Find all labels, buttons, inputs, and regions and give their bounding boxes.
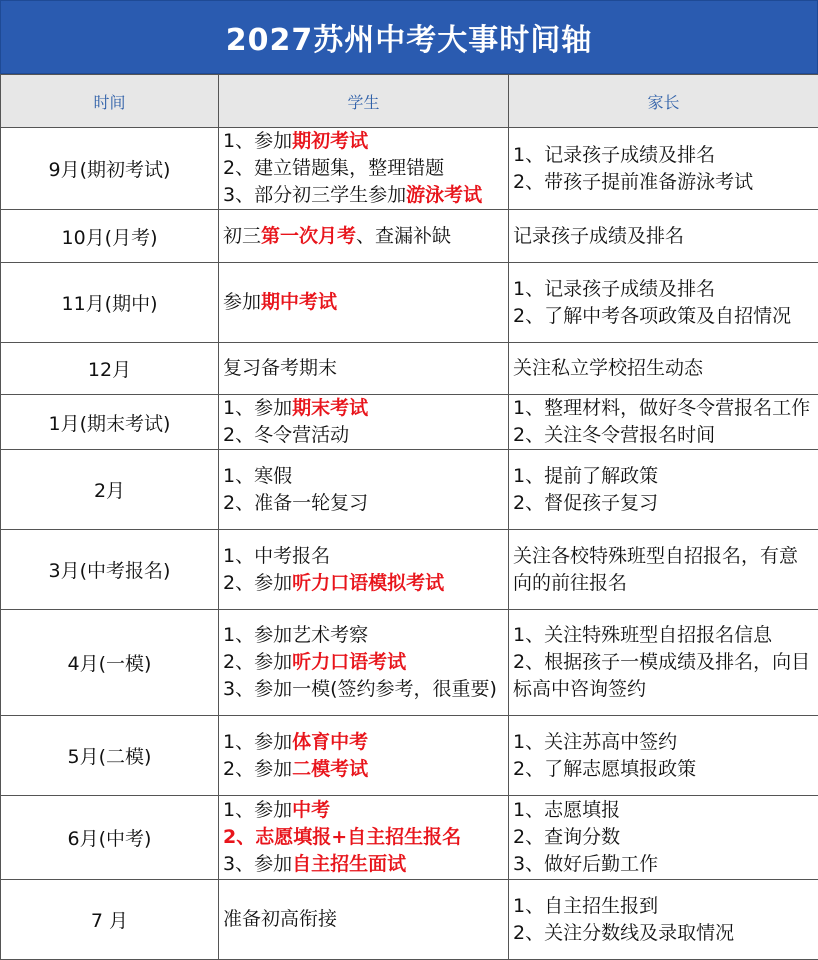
- text-segment: 1、参加: [223, 130, 292, 152]
- text-segment: 1、记录孩子成绩及排名: [513, 144, 715, 166]
- parent-line: [513, 797, 818, 824]
- time-cell: 5月(二模): [1, 716, 219, 796]
- time-cell: 1月(期末考试): [1, 395, 219, 450]
- student-line: [223, 543, 508, 570]
- student-cell: [219, 395, 509, 450]
- time-cell: 3月(中考报名): [1, 530, 219, 610]
- highlighted-text: 期末考试: [292, 397, 368, 419]
- student-line: [223, 289, 508, 316]
- text-segment: 3、部分初三学生参加: [223, 184, 406, 206]
- table-row: [1, 395, 818, 450]
- text-segment: 、查漏补缺: [356, 225, 451, 247]
- parent-line: [513, 490, 818, 517]
- student-line: [223, 729, 508, 756]
- parent-line: [513, 142, 818, 169]
- text-segment: 3、参加: [223, 853, 292, 875]
- table-row: [1, 128, 818, 210]
- highlighted-text: 期中考试: [261, 291, 337, 313]
- text-segment: 1、志愿填报: [513, 799, 620, 821]
- parent-cell: [509, 210, 818, 263]
- parent-line: [513, 422, 818, 449]
- header-parent: 家长: [509, 75, 818, 128]
- highlighted-text: 期初考试: [292, 130, 368, 152]
- text-segment: 准备初高衔接: [223, 908, 337, 930]
- table-row: [1, 263, 818, 343]
- student-line: [223, 676, 508, 703]
- student-line: [223, 649, 508, 676]
- text-segment: 1、寒假: [223, 465, 292, 487]
- text-segment: 2、查询分数: [513, 826, 620, 848]
- text-segment: 2、带孩子提前准备游泳考试: [513, 171, 753, 193]
- header-student: 学生: [219, 75, 509, 128]
- student-line: [223, 395, 508, 422]
- parent-cell: [509, 395, 818, 450]
- parent-cell: [509, 530, 818, 610]
- text-segment: 1、参加艺术考察: [223, 624, 368, 646]
- parent-line: [513, 893, 818, 920]
- parent-line: [513, 756, 818, 783]
- student-line: [223, 570, 508, 597]
- highlighted-text: 二模考试: [292, 758, 368, 780]
- student-line: [223, 355, 508, 382]
- parent-line: [513, 729, 818, 756]
- student-cell: [219, 450, 509, 530]
- student-cell: [219, 128, 509, 210]
- table-header-row: [1, 75, 818, 128]
- table-row: [1, 210, 818, 263]
- student-cell: [219, 343, 509, 395]
- table-body: [1, 128, 818, 960]
- time-cell: 10月(月考): [1, 210, 219, 263]
- text-segment: 2、参加: [223, 572, 292, 594]
- parent-cell: [509, 263, 818, 343]
- student-cell: [219, 880, 509, 960]
- student-line: [223, 851, 508, 878]
- parent-cell: [509, 343, 818, 395]
- student-cell: [219, 263, 509, 343]
- parent-line: [513, 276, 818, 303]
- parent-line: [513, 920, 818, 947]
- text-segment: 2、参加: [223, 651, 292, 673]
- parent-line: [513, 169, 818, 196]
- text-segment: 2、关注分数线及录取情况: [513, 922, 734, 944]
- text-segment: 关注私立学校招生动态: [513, 357, 703, 379]
- highlighted-text: 听力口语模拟考试: [292, 572, 444, 594]
- student-line: [223, 756, 508, 783]
- highlighted-text: 中考: [292, 799, 330, 821]
- text-segment: 1、整理材料，做好冬令营报名工作: [513, 397, 810, 419]
- time-cell: 9月(期初考试): [1, 128, 219, 210]
- table-row: [1, 880, 818, 960]
- text-segment: 标高中咨询签约: [513, 678, 646, 700]
- text-segment: 1、参加: [223, 731, 292, 753]
- text-segment: 2、根据孩子一模成绩及排名，向目: [513, 651, 810, 673]
- parent-line: [513, 463, 818, 490]
- parent-line: [513, 355, 818, 382]
- time-cell: 6月(中考): [1, 796, 219, 880]
- time-cell: 12月: [1, 343, 219, 395]
- text-segment: 1、参加: [223, 799, 292, 821]
- parent-line: [513, 649, 818, 676]
- text-segment: 2、准备一轮复习: [223, 492, 368, 514]
- student-line: [223, 422, 508, 449]
- text-segment: 1、记录孩子成绩及排名: [513, 278, 715, 300]
- parent-line: [513, 676, 818, 703]
- parent-cell: [509, 450, 818, 530]
- time-cell: 4月(一模): [1, 610, 219, 716]
- text-segment: 1、关注特殊班型自招报名信息: [513, 624, 772, 646]
- highlighted-text: 第一次月考: [261, 225, 356, 247]
- student-line: [223, 155, 508, 182]
- student-cell: [219, 530, 509, 610]
- time-cell: 7 月: [1, 880, 219, 960]
- text-segment: 2、关注冬令营报名时间: [513, 424, 715, 446]
- text-segment: 2、督促孩子复习: [513, 492, 658, 514]
- student-line: [223, 906, 508, 933]
- parent-cell: [509, 610, 818, 716]
- text-segment: 复习备考期末: [223, 357, 337, 379]
- text-segment: 2、了解志愿填报政策: [513, 758, 696, 780]
- parent-line: [513, 824, 818, 851]
- parent-line: [513, 303, 818, 330]
- highlighted-text: 志愿填报+自主招生报名: [255, 826, 461, 848]
- parent-line: [513, 851, 818, 878]
- table-row: [1, 716, 818, 796]
- highlighted-text: 体育中考: [292, 731, 368, 753]
- parent-line: [513, 543, 818, 570]
- text-segment: 初三: [223, 225, 261, 247]
- student-line: [223, 622, 508, 649]
- parent-cell: [509, 716, 818, 796]
- page-title: 2027苏州中考大事时间轴: [0, 0, 818, 74]
- text-segment: 向的前往报名: [513, 572, 627, 594]
- student-line: [223, 182, 508, 209]
- text-segment: 参加: [223, 291, 261, 313]
- text-segment: 1、参加: [223, 397, 292, 419]
- parent-line: [513, 223, 818, 250]
- highlighted-text: 自主招生面试: [292, 853, 406, 875]
- table-row: [1, 610, 818, 716]
- time-cell: 2月: [1, 450, 219, 530]
- text-segment: 3、做好后勤工作: [513, 853, 658, 875]
- text-segment: 3、参加一模(签约参考，很重要): [223, 678, 497, 700]
- student-line: [223, 463, 508, 490]
- student-line: [223, 223, 508, 250]
- student-line: [223, 824, 508, 851]
- text-segment: 2、冬令营活动: [223, 424, 349, 446]
- table-row: [1, 530, 818, 610]
- text-segment: 1、自主招生报到: [513, 895, 658, 917]
- student-line: [223, 128, 508, 155]
- text-segment: 关注各校特殊班型自招报名，有意: [513, 545, 798, 567]
- student-line: [223, 797, 508, 824]
- timeline-table: [0, 74, 818, 960]
- student-cell: [219, 210, 509, 263]
- text-segment: 2、了解中考各项政策及自招情况: [513, 305, 791, 327]
- parent-cell: [509, 796, 818, 880]
- highlighted-text: 2、: [223, 826, 255, 848]
- highlighted-text: 听力口语考试: [292, 651, 406, 673]
- text-segment: 1、提前了解政策: [513, 465, 658, 487]
- header-time: 时间: [1, 75, 219, 128]
- parent-line: [513, 622, 818, 649]
- table-row: [1, 343, 818, 395]
- time-cell: 11月(期中): [1, 263, 219, 343]
- student-cell: [219, 716, 509, 796]
- highlighted-text: 游泳考试: [406, 184, 482, 206]
- text-segment: 2、建立错题集，整理错题: [223, 157, 444, 179]
- text-segment: 1、中考报名: [223, 545, 330, 567]
- parent-cell: [509, 880, 818, 960]
- parent-line: [513, 395, 818, 422]
- student-line: [223, 490, 508, 517]
- table-row: [1, 450, 818, 530]
- table-row: [1, 796, 818, 880]
- student-cell: [219, 796, 509, 880]
- parent-cell: [509, 128, 818, 210]
- text-segment: 记录孩子成绩及排名: [513, 225, 684, 247]
- text-segment: 2、参加: [223, 758, 292, 780]
- text-segment: 1、关注苏高中签约: [513, 731, 677, 753]
- student-cell: [219, 610, 509, 716]
- parent-line: [513, 570, 818, 597]
